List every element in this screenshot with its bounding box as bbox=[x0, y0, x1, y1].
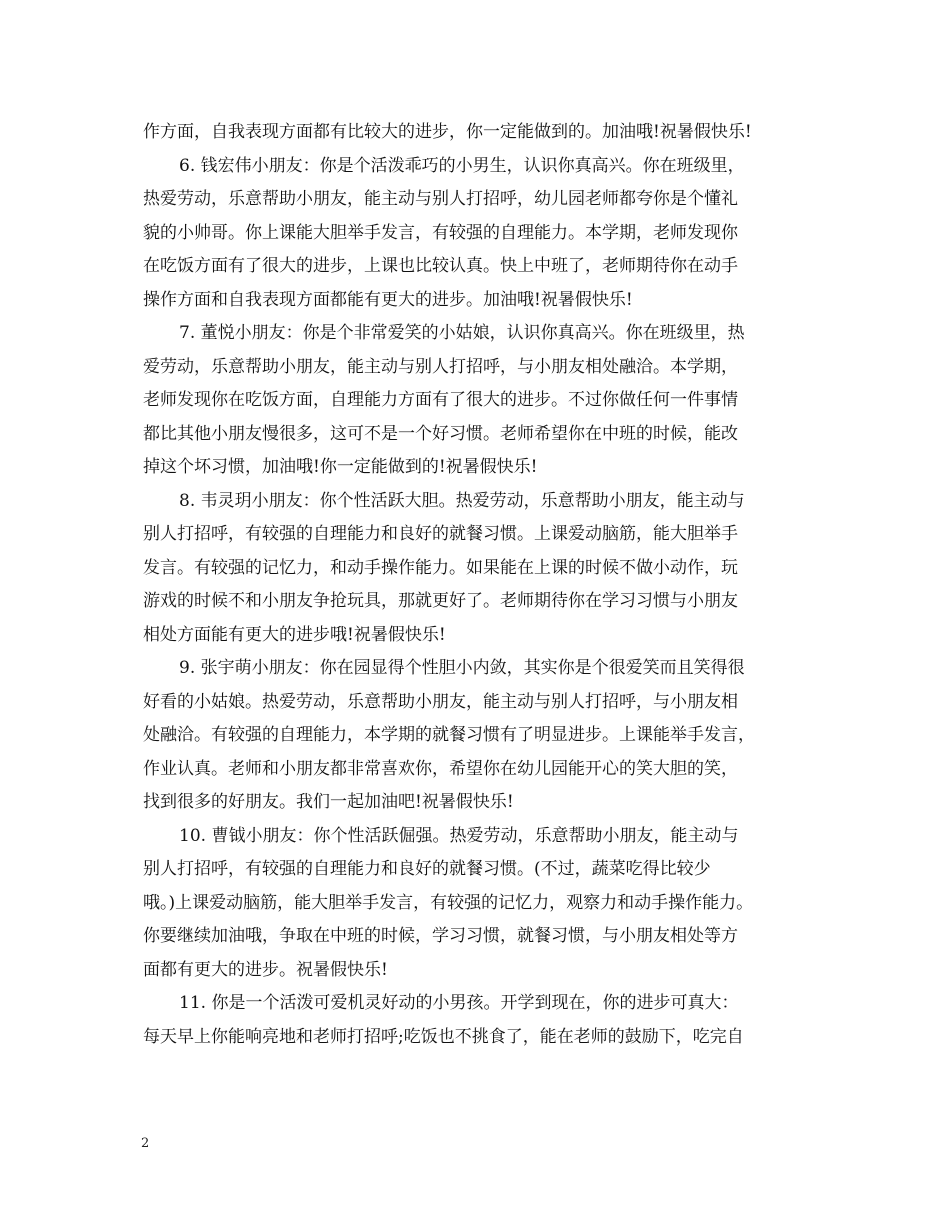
text-line: 操作方面和自我表现方面都能有更大的进步。加油哦!祝暑假快乐! bbox=[143, 289, 633, 310]
text-line: 好看的小姑娘。热爱劳动，乐意帮助小朋友，能主动与别人打招呼，与小朋友相 bbox=[143, 691, 738, 712]
text-line: 别人打招呼，有较强的自理能力和良好的就餐习惯。上课爱动脑筋，能大胆举手 bbox=[143, 524, 738, 544]
page-number: 2 bbox=[141, 1136, 150, 1151]
text-line: 处融洽。有较强的自理能力，本学期的就餐习惯有了明显进步。上课能举手发言， bbox=[143, 725, 755, 745]
text-line: 发言。有较强的记忆力，和动手操作能力。如果能在上课的时候不做小动作，玩 bbox=[143, 557, 738, 578]
text-line: 相处方面能有更大的进步哦!祝暑假快乐! bbox=[143, 624, 446, 645]
text-line: 热爱劳动，乐意帮助小朋友，能主动与别人打招呼，幼儿园老师都夸你是个懂礼 bbox=[143, 189, 738, 209]
text-line: 别人打招呼，有较强的自理能力和良好的就餐习惯。(不过，蔬菜吃得比较少 bbox=[143, 859, 711, 879]
text-line: 掉这个坏习惯，加油哦!你一定能做到的!祝暑假快乐! bbox=[143, 457, 538, 477]
text-line: 每天早上你能响亮地和老师打招呼;吃饭也不挑食了，能在老师的鼓励下，吃完自 bbox=[143, 1026, 744, 1047]
text-line: 找到很多的好朋友。我们一起加油吧!祝暑假快乐! bbox=[143, 792, 514, 812]
text-line: 老师发现你在吃饭方面，自理能力方面有了很大的进步。不过你做任何一件事情 bbox=[143, 390, 738, 410]
paragraph-start-7: 7. 董悦小朋友：你是个非常爱笑的小姑娘，认识你真高兴。你在班级里，热 bbox=[179, 323, 745, 343]
text-line: 面都有更大的进步。祝暑假快乐! bbox=[143, 959, 388, 980]
text-line: 在吃饭方面有了很大的进步，上课也比较认真。快上中班了，老师期待你在动手 bbox=[143, 256, 738, 276]
paragraph-start-6: 6. 钱宏伟小朋友：你是个活泼乖巧的小男生，认识你真高兴。你在班级里， bbox=[179, 155, 745, 176]
paragraph-start-10: 10. 曹钺小朋友：你个性活跃倔强。热爱劳动，乐意帮助小朋友，能主动与 bbox=[179, 825, 739, 846]
text-line: 哦。)上课爱动脑筋，能大胆举手发言，有较强的记忆力，观察力和动手操作能力。 bbox=[143, 892, 754, 913]
text-line: 都比其他小朋友慢很多，这可不是一个好习惯。老师希望你在中班的时候，能改 bbox=[143, 423, 738, 444]
paragraph-start-8: 8. 韦灵玥小朋友：你个性活跃大胆。热爱劳动，乐意帮助小朋友，能主动与 bbox=[179, 490, 745, 511]
text-line: 爱劳动，乐意帮助小朋友，能主动与别人打招呼，与小朋友相处融洽。本学期， bbox=[143, 356, 738, 377]
document-body bbox=[143, 116, 807, 1054]
paragraph-start-9: 9. 张宇萌小朋友：你在园显得个性胆小内敛，其实你是个很爱笑而且笑得很 bbox=[179, 658, 745, 678]
paragraph-start-11: 11. 你是一个活泼可爱机灵好动的小男孩。开学到现在，你的进步可真大： bbox=[179, 993, 739, 1013]
text-line: 游戏的时候不和小朋友争抢玩具，那就更好了。老师期待你在学习习惯与小朋友 bbox=[143, 591, 738, 611]
text-line: 貌的小帅哥。你上课能大胆举手发言，有较强的自理能力。本学期，老师发现你 bbox=[143, 222, 738, 243]
text-line: 作业认真。老师和小朋友都非常喜欢你，希望你在幼儿园能开心的笑大胆的笑， bbox=[143, 758, 738, 779]
text-line: 作方面，自我表现方面都有比较大的进步，你一定能做到的。加油哦!祝暑假快乐! bbox=[143, 122, 752, 142]
text-line: 你要继续加油哦，争取在中班的时候，学习习惯，就餐习惯，与小朋友相处等方 bbox=[143, 926, 738, 946]
